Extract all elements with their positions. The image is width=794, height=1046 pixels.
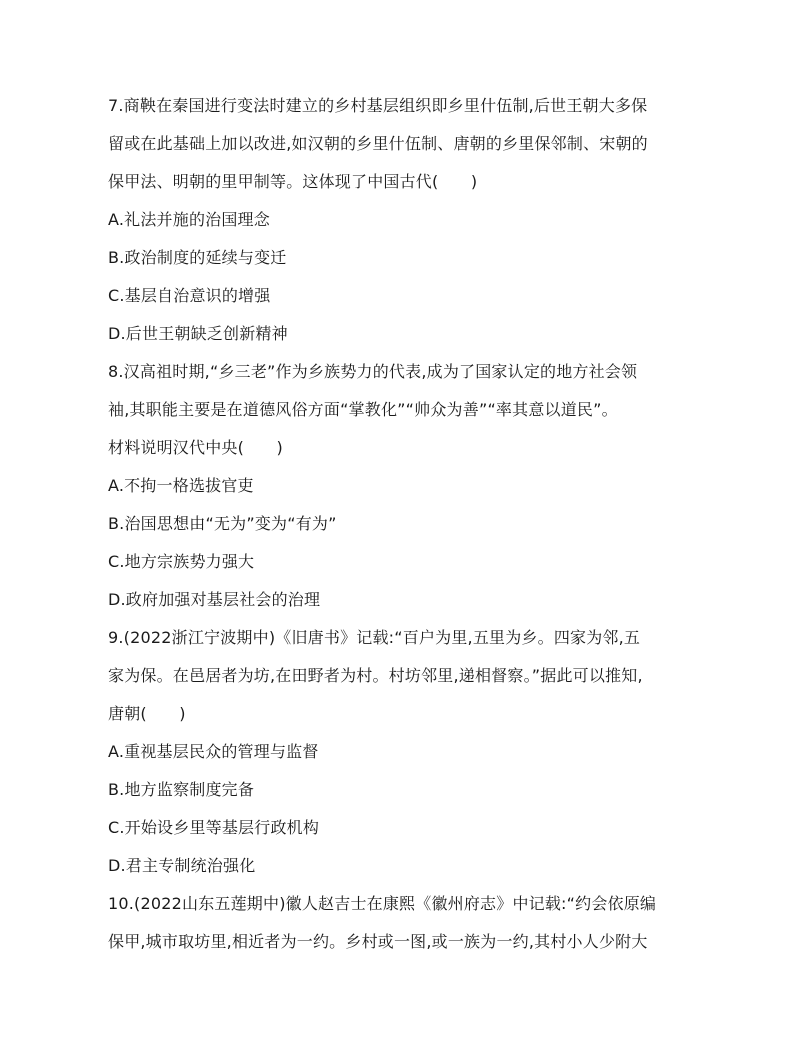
question-9-option-d: D.君主专制统治强化 <box>108 856 256 875</box>
question-8-option-a: A.不拘一格选拔官吏 <box>108 476 254 495</box>
question-9-line-1: 9.(2022浙江宁波期中)《旧唐书》记载:“百户为里,五里为乡。四家为邻,五 <box>108 628 641 647</box>
question-8-option-d: D.政府加强对基层社会的治理 <box>108 590 321 609</box>
question-9-line-3: 唐朝( ) <box>108 704 186 723</box>
question-10-line-2: 保甲,城市取坊里,相近者为一约。乡村或一图,或一族为一约,其村小人少附大 <box>108 932 648 951</box>
question-8-option-c: C.地方宗族势力强大 <box>108 552 255 571</box>
question-8-line-3: 材料说明汉代中央( ) <box>108 438 283 457</box>
question-7-line-3: 保甲法、明朝的里甲制等。这体现了中国古代( ) <box>108 172 478 191</box>
question-9-option-b: B.地方监察制度完备 <box>108 780 255 799</box>
question-7-option-d: D.后世王朝缺乏创新精神 <box>108 324 288 343</box>
question-9-option-c: C.开始设乡里等基层行政机构 <box>108 818 320 837</box>
question-9-option-a: A.重视基层民众的管理与监督 <box>108 742 319 761</box>
question-8-option-b: B.治国思想由“无为”变为“有为” <box>108 514 337 533</box>
question-8-line-2: 袖,其职能主要是在道德风俗方面“掌教化”“帅众为善”“率其意以道民”。 <box>108 400 618 419</box>
question-8-line-1: 8.汉高祖时期,“乡三老”作为乡族势力的代表,成为了国家认定的地方社会领 <box>108 362 638 381</box>
question-7-option-a: A.礼法并施的治国理念 <box>108 210 270 229</box>
question-10-line-1: 10.(2022山东五莲期中)徽人赵吉士在康熙《徽州府志》中记载:“约会依原编 <box>108 894 657 913</box>
question-7-option-b: B.政治制度的延续与变迁 <box>108 248 287 267</box>
question-7-option-c: C.基层自治意识的增强 <box>108 286 271 305</box>
question-7-line-2: 留或在此基础上加以改进,如汉朝的乡里什伍制、唐朝的乡里保邻制、宋朝的 <box>108 134 648 153</box>
question-9-line-2: 家为保。在邑居者为坊,在田野者为村。村坊邻里,递相督察。”据此可以推知, <box>108 666 643 685</box>
question-7-line-1: 7.商鞅在秦国进行变法时建立的乡村基层组织即乡里什伍制,后世王朝大多保 <box>108 96 648 115</box>
